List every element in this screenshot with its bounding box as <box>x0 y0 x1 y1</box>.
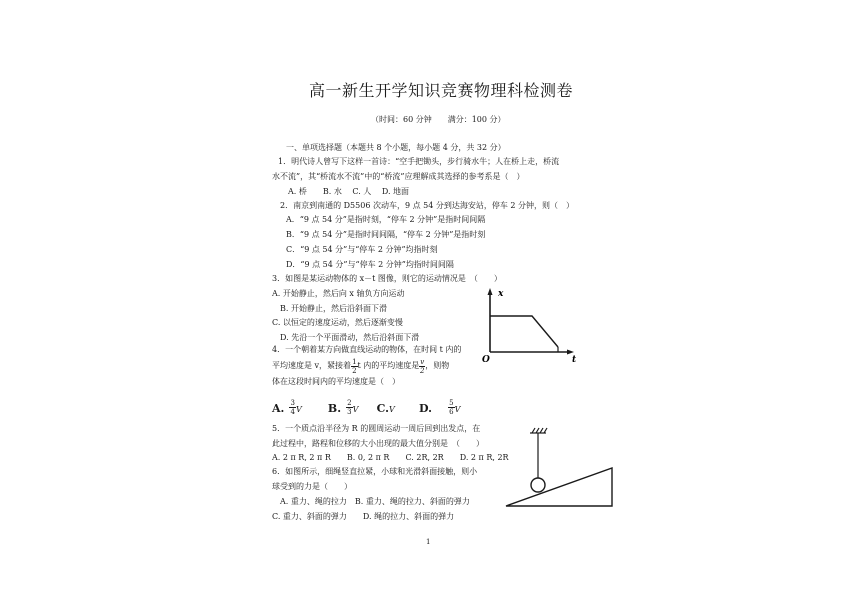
incline <box>506 468 612 506</box>
q2-line1: 2．南京到南通的 D5506 次动车，9 点 54 分到达海安站，停车 2 分钟，则（ ） <box>280 201 575 210</box>
q4-var: V <box>454 405 461 414</box>
q4-option-a-label: A. <box>272 402 285 415</box>
q3-option-b: B. 开始静止，然后沿斜面下滑 <box>280 304 387 313</box>
graph-x-label: t <box>572 355 577 365</box>
q2-option-d: D．“9 点 54 分”与“停车 2 分钟”均指时间间隔 <box>286 260 454 269</box>
frac-denominator: 4 <box>290 408 295 416</box>
q4-line2-b: t 内的平均速度是 <box>357 361 420 370</box>
q1-line2: 水不流”，其“桥流水不流”中的“桥流”应理解成其选择的参考系是（ ） <box>272 172 525 181</box>
q3-option-a: A. 开始静止，然后向 x 轴负方向运动 <box>272 289 405 298</box>
q4-line3: 体在这段时间内的平均速度是（ ） <box>272 377 400 386</box>
section-heading: 一、单项选择题（本题共 8 个小题，每小题 4 分，共 32 分） <box>286 143 506 152</box>
ceiling-support <box>530 428 547 433</box>
q1-line1: 1．明代诗人曾写下这样一首诗：“空手把锄头，步行骑水牛；人在桥上走，桥流 <box>278 157 560 166</box>
ball <box>531 478 545 492</box>
q2-option-a: A．“9 点 54 分”是指时刻，“停车 2 分钟”是指时间间隔 <box>286 215 486 224</box>
q4-line2-c: ，则物 <box>425 361 450 370</box>
q5-line1: 5．一个质点沿半径为 R 的圆周运动一周后回到出发点，在 <box>272 424 481 433</box>
frac-numerator: 3 <box>290 399 295 407</box>
q4-var: V <box>352 405 359 414</box>
q6-options-cd: C. 重力、斜面的弹力 D. 绳的拉力、斜面的弹力 <box>272 512 455 521</box>
frac-denominator: 3 <box>347 408 352 416</box>
q4-var: V <box>388 405 395 414</box>
q3-option-c: C. 以恒定的速度运动，然后逐渐变慢 <box>272 318 403 327</box>
q4-option-d-label: D. <box>418 402 432 415</box>
graph-y-label: x <box>498 289 504 299</box>
q4-line2-a: 平均速度是 v，紧接着 <box>272 361 352 370</box>
q3-xt-graph <box>478 286 588 366</box>
graph-origin: O <box>482 355 490 365</box>
q5-line2: 此过程中，路程和位移的大小出现的最大值分别是 （ ） <box>272 439 484 448</box>
frac-numerator: 2 <box>347 399 352 407</box>
frac-numerator: 1 <box>352 357 357 366</box>
q3-option-d: D. 先沿一个平面滑动，然后沿斜面下滑 <box>280 333 420 342</box>
page-title: 高一新生开学知识竞赛物理科检测卷 <box>309 81 574 100</box>
q4-line2 <box>272 356 449 376</box>
q6-options-ab: A. 重力、绳的拉力 B. 重力、绳的拉力、斜面的弹力 <box>280 497 470 506</box>
q2-option-b: B．“9 点 54 分”是指时间间隔，“停车 2 分钟”是指时刻 <box>286 230 486 239</box>
q6-line2: 球受到的力是（ ） <box>272 482 352 491</box>
page-number: 1 <box>426 538 431 546</box>
q5-options: A. 2 π R, 2 π R B. 0, 2 π R C. 2R, 2R D. 2 π R, 2R <box>272 453 509 462</box>
q4-option-b-label: B. <box>327 402 342 415</box>
q2-option-c: C．“9 点 54 分”与“停车 2 分钟”均指时刻 <box>286 245 438 254</box>
q4-option-c-label: C. <box>376 402 389 415</box>
frac-denominator: 2 <box>420 366 425 375</box>
q6-line1: 6．如图所示，细绳竖直拉紧，小球和光滑斜面接触，则小 <box>272 467 478 476</box>
q4-options <box>272 397 460 420</box>
frac-numerator: v <box>420 357 425 366</box>
q4-var: V <box>295 405 302 414</box>
q4-line1: 4．一个朝着某方向做直线运动的物体，在时间 t 内的 <box>272 345 462 354</box>
q1-options: A. 桥 B. 水 C. 人 D. 地面 <box>288 187 410 196</box>
frac-denominator: 6 <box>449 408 454 416</box>
frac-denominator: 2 <box>352 366 357 375</box>
exam-info: （时间：60 分钟 满分：100 分） <box>371 115 506 124</box>
q3-line1: 3．如图是某运动物体的 x－t 图像，则它的运动情况是 （ ） <box>272 274 502 283</box>
frac-numerator: 5 <box>449 399 454 407</box>
q6-ball-incline-diagram <box>500 424 620 514</box>
